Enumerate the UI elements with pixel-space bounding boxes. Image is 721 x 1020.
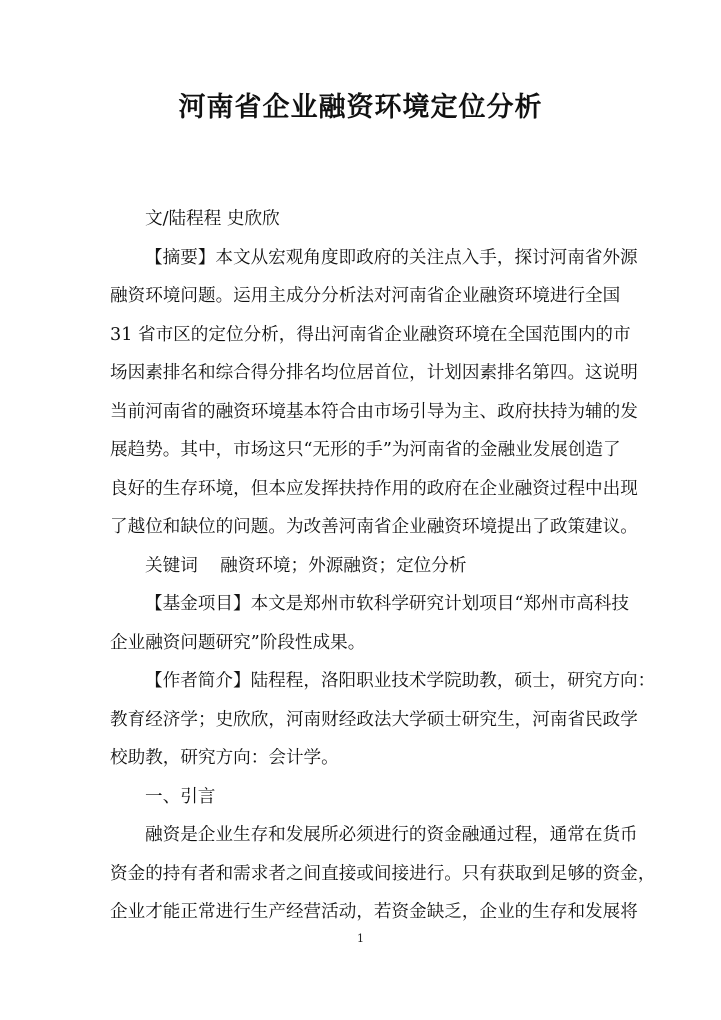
abstract-line: 展趋势。其中，市场这只“无形的手”为河南省的金融业发展创造了: [110, 440, 621, 460]
author-intro-paragraph: [110, 662, 656, 778]
author-intro-line: 【作者简介】陆程程，洛阳职业技术学院助教，硕士，研究方向：: [145, 671, 656, 691]
section-heading: 一、引言: [145, 786, 216, 807]
abstract-paragraph: [110, 239, 638, 547]
author-line: 文/陆程程 史欣欣: [145, 209, 280, 229]
intro-line: 企业才能正常进行生产经营活动，若资金缺乏，企业的生存和发展将: [110, 902, 638, 922]
abstract-line: 31 省市区的定位分析，得出河南省企业融资环境在全国范围内的市: [110, 324, 631, 345]
abstract-line: 良好的生存环境，但本应发挥扶持作用的政府在企业融资过程中出现: [110, 478, 638, 499]
fund-line: 【基金项目】本文是郑州市软科学研究计划项目“郑州市高科技: [145, 594, 630, 614]
abstract-line: 融资环境问题。运用主成分分析法对河南省企业融资环境进行全国: [110, 286, 621, 306]
abstract-line: 【摘要】本文从宏观角度即政府的关注点入手，探讨河南省外源: [145, 247, 638, 268]
abstract-line: 了越位和缺位的问题。为改善河南省企业融资环境提出了政策建议。: [110, 517, 638, 537]
fund-paragraph: [110, 585, 630, 662]
intro-paragraph: [110, 816, 656, 932]
intro-line: 资金的持有者和需求者之间直接或间接进行。只有获取到足够的资金，: [110, 863, 656, 884]
document-title: 河南省企业融资环境定位分析: [178, 92, 543, 123]
fund-line: 企业融资问题研究”阶段性成果。: [110, 632, 366, 653]
page-number: 1: [357, 932, 364, 945]
author-intro-line: 教育经济学；史欣欣，河南财经政法大学硕士研究生，河南省民政学: [110, 709, 638, 730]
author-intro-line: 校助教，研究方向：会计学。: [110, 748, 339, 768]
keywords-line: 关键词 融资环境；外源融资；定位分析: [145, 555, 467, 576]
intro-line: 融资是企业生存和发展所必须进行的资金融通过程，通常在货币: [145, 825, 638, 845]
abstract-line: 当前河南省的融资环境基本符合由市场引导为主、政府扶持为辅的发: [110, 401, 638, 422]
document-body: [110, 200, 656, 932]
abstract-line: 场因素排名和综合得分排名均位居首位，计划因素排名第四。这说明: [110, 363, 638, 383]
